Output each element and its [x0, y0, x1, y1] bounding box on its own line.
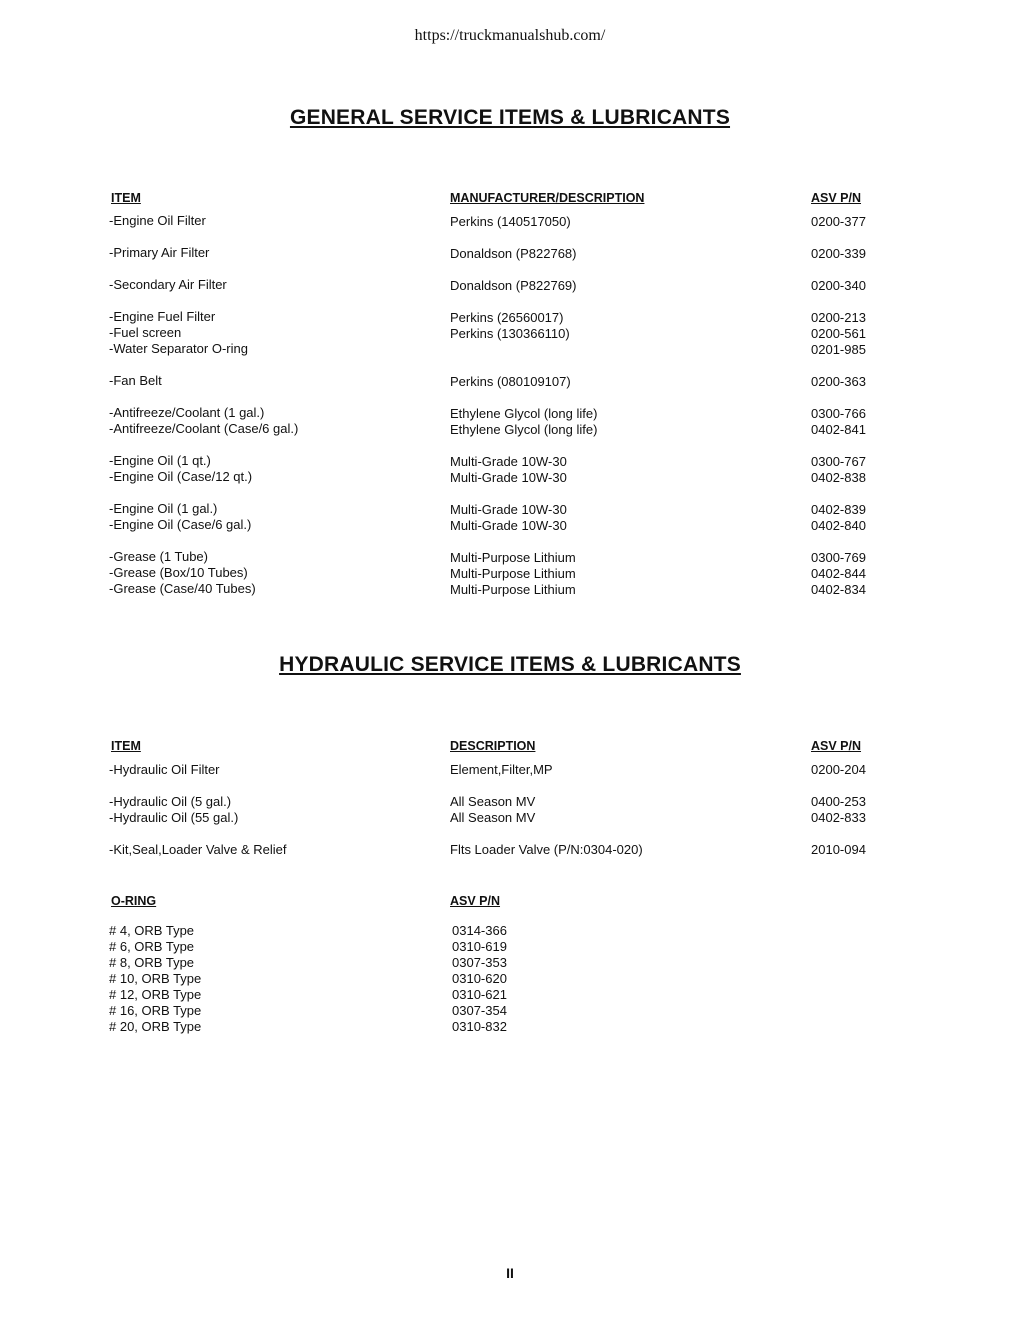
general-row-desc: Multi-Purpose Lithium: [450, 550, 576, 565]
general-row-pn: 0200-377: [811, 214, 866, 229]
general-col-pn-header: ASV P/N: [811, 191, 862, 205]
general-row-pn: 0300-767: [811, 454, 866, 469]
oring-row-pn: 0310-619: [452, 939, 507, 954]
hydraulic-col-description-header: DESCRIPTION: [450, 739, 536, 753]
general-row-desc: Multi-Purpose Lithium: [450, 582, 576, 597]
general-row-item: -Fuel screen: [109, 325, 182, 340]
general-row-desc: Perkins (130366110): [450, 326, 570, 341]
general-row-item: -Engine Oil (1 qt.): [109, 453, 211, 468]
general-row-pn: 0201-985: [811, 342, 866, 357]
general-row-item: -Grease (Case/40 Tubes): [109, 581, 256, 596]
hydraulic-row-pn: 0402-833: [811, 810, 866, 825]
general-row-desc: Multi-Grade 10W-30: [450, 518, 567, 533]
general-row-item: -Engine Oil (Case/6 gal.): [109, 517, 252, 532]
oring-row-item: # 16, ORB Type: [109, 1003, 202, 1018]
oring-row-pn: 0307-354: [452, 1003, 507, 1018]
hydraulic-col-pn-header: ASV P/N: [811, 739, 862, 753]
general-row-item: -Engine Oil (1 gal.): [109, 501, 218, 516]
hydraulic-col-item-header: ITEM: [111, 739, 141, 753]
general-row-item: -Water Separator O-ring: [109, 341, 248, 356]
oring-col-item-header: O-RING: [111, 894, 157, 908]
oring-row-item: # 8, ORB Type: [109, 955, 195, 970]
oring-row-pn: 0310-620: [452, 971, 507, 986]
general-row-desc: Multi-Grade 10W-30: [450, 502, 567, 517]
general-row-item: -Secondary Air Filter: [109, 277, 227, 292]
general-row-pn: 0300-769: [811, 550, 866, 565]
general-row-item: -Engine Oil (Case/12 qt.): [109, 469, 253, 484]
general-row-item: -Engine Fuel Filter: [109, 309, 216, 324]
oring-row-item: # 4, ORB Type: [109, 923, 195, 938]
oring-row-item: # 10, ORB Type: [109, 971, 202, 986]
general-row-desc: Perkins (080109107): [450, 374, 571, 389]
general-row-pn: 0402-840: [811, 518, 866, 533]
general-row-desc: Donaldson (P822768): [450, 246, 577, 261]
hydraulic-section-title: HYDRAULIC SERVICE ITEMS & LUBRICANTS: [279, 653, 741, 676]
general-row-desc: Multi-Grade 10W-30: [450, 470, 567, 485]
header-url: https://truckmanualshub.com/: [414, 27, 606, 44]
general-row-item: -Fan Belt: [109, 373, 162, 388]
oring-row-item: # 20, ORB Type: [109, 1019, 202, 1034]
hydraulic-row-desc: Element,Filter,MP: [450, 762, 553, 777]
oring-row-pn: 0314-366: [452, 923, 507, 938]
general-row-pn: 0200-363: [811, 374, 866, 389]
oring-col-pn-header: ASV P/N: [450, 894, 501, 908]
general-col-description-header: MANUFACTURER/DESCRIPTION: [450, 191, 645, 205]
hydraulic-row-item: -Kit,Seal,Loader Valve & Relief: [109, 842, 287, 857]
general-row-item: -Antifreeze/Coolant (Case/6 gal.): [109, 421, 299, 436]
oring-row-item: # 12, ORB Type: [109, 987, 202, 1002]
general-row-desc: Multi-Grade 10W-30: [450, 454, 567, 469]
hydraulic-row-item: -Hydraulic Oil (5 gal.): [109, 794, 232, 809]
hydraulic-row-desc: All Season MV: [450, 794, 536, 809]
general-row-item: -Antifreeze/Coolant (1 gal.): [109, 405, 265, 420]
oring-row-pn: 0310-621: [452, 987, 507, 1002]
hydraulic-row-pn: 0400-253: [811, 794, 866, 809]
hydraulic-row-desc: Flts Loader Valve (P/N:0304-020): [450, 842, 643, 857]
general-row-desc: Ethylene Glycol (long life): [450, 422, 598, 437]
page-number: II: [506, 1265, 514, 1281]
general-row-pn: 0300-766: [811, 406, 866, 421]
hydraulic-row-desc: All Season MV: [450, 810, 536, 825]
general-row-item: -Grease (Box/10 Tubes): [109, 565, 248, 580]
general-row-pn: 0402-839: [811, 502, 866, 517]
general-row-pn: 0402-844: [811, 566, 866, 581]
hydraulic-row-item: -Hydraulic Oil Filter: [109, 762, 220, 777]
general-row-pn: 0200-340: [811, 278, 866, 293]
general-row-pn: 0200-561: [811, 326, 866, 341]
general-section-title: GENERAL SERVICE ITEMS & LUBRICANTS: [289, 106, 731, 129]
general-row-item: -Engine Oil Filter: [109, 213, 206, 228]
general-row-pn: 0402-834: [811, 582, 866, 597]
oring-row-pn: 0307-353: [452, 955, 507, 970]
hydraulic-row-pn: 2010-094: [811, 842, 866, 857]
general-row-desc: Ethylene Glycol (long life): [450, 406, 598, 421]
general-row-desc: Donaldson (P822769): [450, 278, 577, 293]
general-row-pn: 0402-841: [811, 422, 866, 437]
general-row-pn: 0200-339: [811, 246, 866, 261]
general-col-item-header: ITEM: [111, 191, 141, 205]
general-row-item: -Grease (1 Tube): [109, 549, 208, 564]
oring-row-pn: 0310-832: [452, 1019, 507, 1034]
general-row-desc: Perkins (140517050): [450, 214, 571, 229]
general-row-desc: Multi-Purpose Lithium: [450, 566, 576, 581]
general-row-pn: 0200-213: [811, 310, 866, 325]
general-row-item: -Primary Air Filter: [109, 245, 210, 260]
hydraulic-row-pn: 0200-204: [811, 762, 866, 777]
general-row-desc: Perkins (26560017): [450, 310, 564, 325]
oring-row-item: # 6, ORB Type: [109, 939, 195, 954]
hydraulic-row-item: -Hydraulic Oil (55 gal.): [109, 810, 239, 825]
general-row-pn: 0402-838: [811, 470, 866, 485]
